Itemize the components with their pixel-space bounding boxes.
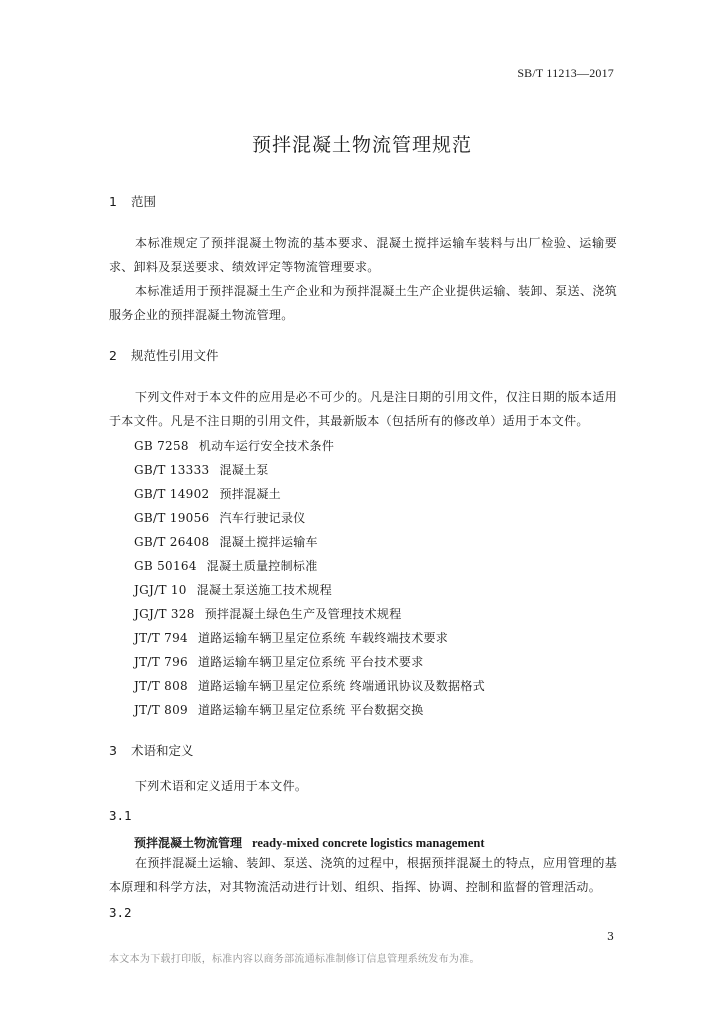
reference-name: 汽车行驶记录仪 (219, 511, 306, 525)
subsection-3-2-number: 3.2 (109, 905, 132, 920)
reference-name: 道路运输车辆卫星定位系统 平台技术要求 (197, 655, 424, 669)
reference-code: GB/T 26408 (134, 535, 210, 549)
term-3-1 (134, 834, 485, 851)
subsection-3-1-number: 3.1 (109, 808, 132, 823)
footer-note: 本文本为下载打印版，标准内容以商务部流通标准制修订信息管理系统发布为准。 (109, 954, 480, 965)
reference-item (134, 605, 402, 622)
reference-name: 道路运输车辆卫星定位系统 平台数据交换 (197, 703, 424, 717)
page-number: 3 (607, 930, 614, 943)
reference-code: GB/T 14902 (134, 487, 210, 501)
term-english: ready-mixed concrete logistics management (252, 836, 485, 850)
term-chinese: 预拌混凝土物流管理 (134, 836, 243, 850)
section-3-heading (109, 741, 194, 759)
reference-code: GB 50164 (134, 559, 197, 573)
section-number: 3 (109, 743, 117, 758)
reference-name: 混凝土搅拌运输车 (219, 535, 318, 549)
reference-name: 道路运输车辆卫星定位系统 终端通讯协议及数据格式 (197, 679, 486, 693)
reference-code: JT/T 808 (134, 679, 188, 693)
section-1-paragraph-2: 本标准适用于预拌混凝土生产企业和为预拌混凝土生产企业提供运输、装卸、泵送、浇筑服务企业的预拌混凝土物流管理。 (109, 284, 617, 322)
section-title: 规范性引用文件 (131, 348, 219, 363)
section-1-paragraph-1: 本标准规定了预拌混凝土物流的基本要求、混凝土搅拌运输车装料与出厂检验、运输要求、卸料及泵送要求、绩效评定等物流管理要求。 (109, 236, 617, 274)
section-number: 1 (109, 194, 117, 209)
reference-name: 混凝土泵 (219, 463, 269, 477)
reference-item (134, 437, 334, 454)
section-title: 范围 (131, 194, 157, 209)
section-1-heading (109, 192, 156, 210)
reference-code: JT/T 794 (134, 631, 188, 645)
reference-item (134, 485, 281, 502)
term-3-1-definition: 在预拌混凝土运输、装卸、泵送、浇筑的过程中，根据预拌混凝土的特点，应用管理的基本原理和科学方法，对其物流活动进行计划、组织、指挥、协调、控制和监督的管理活动。 (109, 856, 617, 894)
reference-code: JGJ/T 10 (134, 583, 187, 597)
section-title: 术语和定义 (131, 743, 194, 758)
reference-item (134, 509, 306, 526)
section-number: 2 (109, 348, 117, 363)
reference-name: 混凝土质量控制标准 (206, 559, 318, 573)
reference-name: 预拌混凝土 (219, 487, 281, 501)
reference-code: JT/T 809 (134, 703, 188, 717)
section-2-paragraph-1: 下列文件对于本文件的应用是必不可少的。凡是注日期的引用文件，仅注日期的版本适用于本文件。凡是不注日期的引用文件，其最新版本（包括所有的修改单）适用于本文件。 (109, 390, 617, 428)
reference-item (134, 653, 424, 670)
reference-code: JT/T 796 (134, 655, 188, 669)
document-title: 预拌混凝土物流管理规范 (251, 134, 472, 156)
reference-code: GB/T 19056 (134, 511, 210, 525)
reference-item (134, 533, 318, 550)
reference-name: 机动车运行安全技术条件 (198, 439, 335, 453)
reference-item (134, 677, 485, 694)
reference-item (134, 461, 269, 478)
reference-code: GB/T 13333 (134, 463, 210, 477)
reference-item (134, 581, 332, 598)
section-2-heading (109, 346, 219, 364)
reference-name: 道路运输车辆卫星定位系统 车载终端技术要求 (197, 631, 449, 645)
reference-item (134, 701, 424, 718)
reference-item (134, 629, 448, 646)
standard-number: SB/T 11213—2017 (517, 66, 614, 80)
reference-name: 预拌混凝土绿色生产及管理技术规程 (204, 607, 402, 621)
reference-code: GB 7258 (134, 439, 189, 453)
reference-item (134, 557, 318, 574)
reference-code: JGJ/T 328 (134, 607, 195, 621)
reference-name: 混凝土泵送施工技术规程 (196, 583, 333, 597)
section-3-paragraph-1: 下列术语和定义适用于本文件。 (135, 779, 308, 793)
